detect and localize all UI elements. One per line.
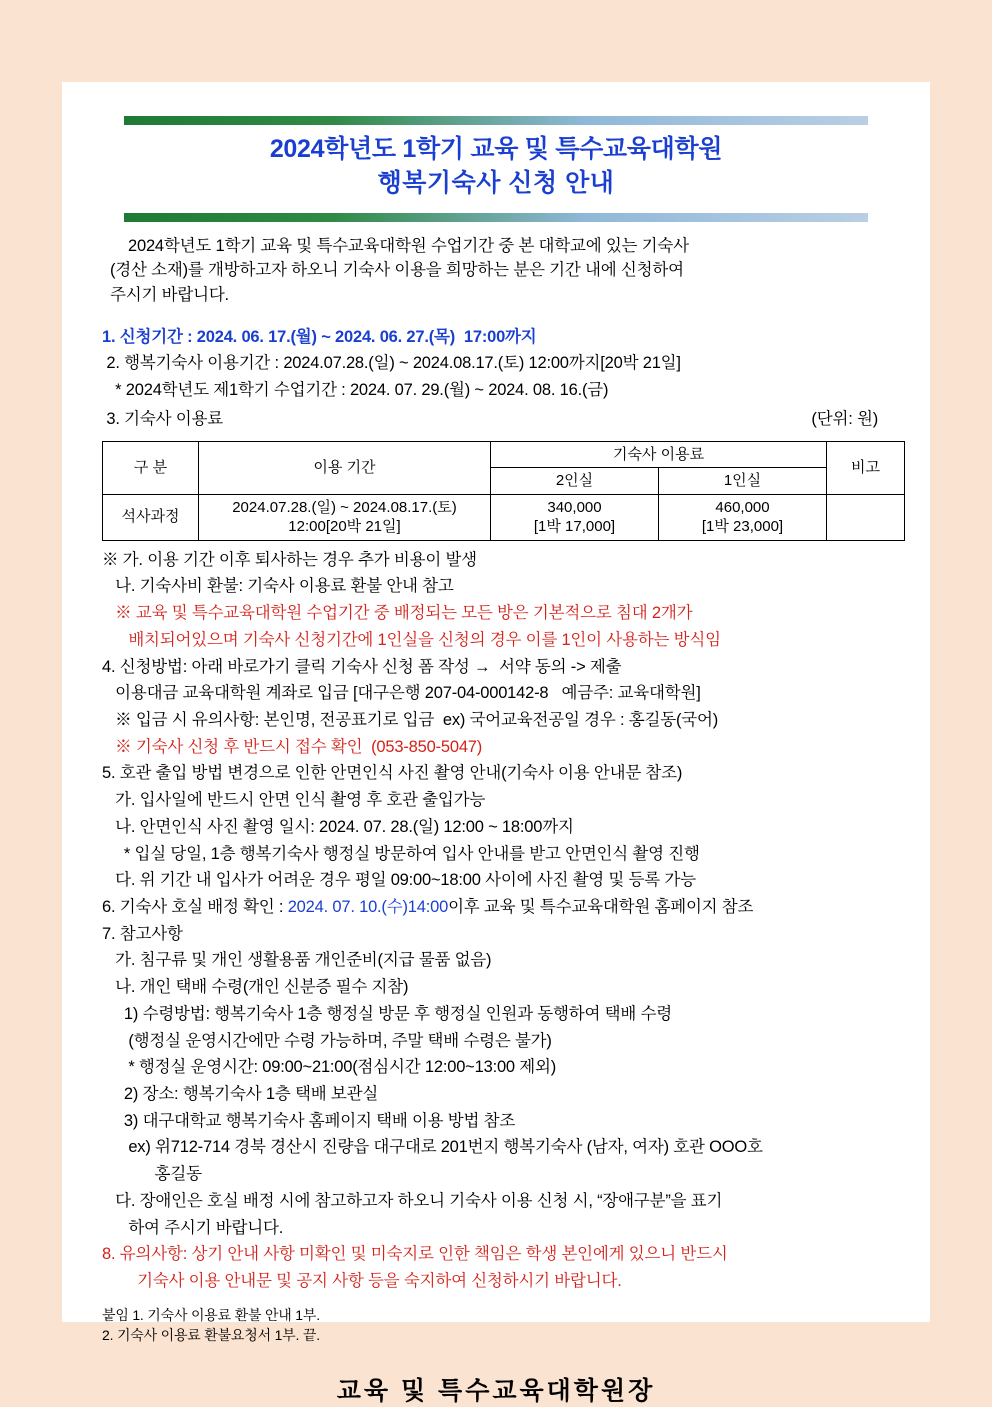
attachment-line-2: 2. 기숙사 이용료 환불요청서 1부. 끝. bbox=[102, 1327, 320, 1344]
cell-remark bbox=[827, 494, 905, 540]
cell-period-line2: 12:00[20박 21일] bbox=[288, 518, 401, 536]
header-remark: 비고 bbox=[827, 441, 905, 494]
note-line: 8. 유의사항: 상기 안내 사항 미확인 및 미숙지로 인한 책임은 학생 본인에게 있으니 반드시 bbox=[102, 1245, 728, 1264]
note-line: * 행정실 운영시간: 09:00~21:00(점심시간 12:00~13:00 제외) bbox=[102, 1058, 557, 1077]
note-line: 4. 신청방법: 아래 바로가기 클릭 기숙사 신청 폼 작성 → 서약 동의 -> 제출 bbox=[102, 657, 622, 676]
note-line bbox=[102, 894, 890, 921]
notes-list bbox=[102, 547, 890, 1295]
item-dorm-fee-heading bbox=[102, 406, 890, 433]
cell-division: 석사과정 bbox=[103, 494, 199, 540]
note-line: 하여 주시기 바랍니다. bbox=[102, 1218, 284, 1237]
item-class-period-note: * 2024학년도 제1학기 수업기간 : 2024. 07. 29.(월) ~ 2024. 08. 16.(금) bbox=[102, 381, 609, 400]
note-line: 2) 장소: 행복기숙사 1층 택배 보관실 bbox=[102, 1085, 379, 1103]
note-line: 가. 침구류 및 개인 생활용품 개인준비(지급 물품 없음) bbox=[102, 951, 492, 970]
cell-single-fee bbox=[659, 494, 827, 540]
note-line: 다. 위 기간 내 입사가 어려운 경우 평일 09:00~18:00 사이에 사진 촬영 및 등록 가능 bbox=[102, 871, 696, 890]
cell-period bbox=[199, 494, 491, 540]
unit-label: (단위: 원) bbox=[811, 409, 878, 428]
fee-table bbox=[102, 441, 905, 541]
document-title-line1: 2024학년도 1학기 교육 및 특수교육대학원 bbox=[269, 135, 723, 163]
note-line: 다. 장애인은 호실 배정 시에 참고하고자 하오니 기숙사 이용 신청 시, “장애구분”을 표기 bbox=[102, 1191, 723, 1210]
header-double-room: 2인실 bbox=[491, 468, 659, 495]
cell-single-fee-nightly: [1박 23,000] bbox=[701, 518, 784, 536]
cell-double-fee-amount: 340,000 bbox=[547, 498, 602, 516]
document-title-line2: 행복기숙사 신청 안내 bbox=[377, 168, 615, 197]
header-fee-group: 기숙사 이용료 bbox=[491, 441, 827, 468]
cell-double-fee bbox=[491, 494, 659, 540]
note-line: 나. 개인 택배 수령(개인 신분증 필수 지참) bbox=[102, 978, 409, 997]
document-page bbox=[62, 82, 930, 1406]
cell-double-fee-nightly: [1박 17,000] bbox=[533, 518, 616, 536]
note-suffix: 이후 교육 및 특수교육대학원 홈페이지 참조 bbox=[448, 897, 754, 916]
attachment-line-1: 붙임 1. 기숙사 이용료 환불 안내 1부. bbox=[102, 1306, 320, 1323]
note-line: 7. 참고사항 bbox=[102, 924, 183, 943]
note-line: (행정실 운영시간에만 수령 가능하며, 주말 택배 수령은 불가) bbox=[102, 1031, 552, 1050]
intro-paragraph bbox=[102, 234, 890, 308]
note-line: * 입실 당일, 1층 행복기숙사 행정실 방문하여 입사 안내를 받고 안면인식 촬영 진행 bbox=[102, 844, 700, 863]
note-line: ex) 위712-714 경북 경산시 진량읍 대구대로 201번지 행복기숙사 (남자, 여자) 호관 OOO호 bbox=[102, 1138, 763, 1157]
attachment-block bbox=[102, 1305, 890, 1346]
note-line: 나. 안면인식 사진 촬영 일시: 2024. 07. 28.(일) 12:00 ~ 18:00까지 bbox=[102, 817, 574, 836]
note-line: 이용대금 교육대학원 계좌로 입금 [대구은행 207-04-000142-8 예금주: 교육대학원] bbox=[102, 684, 701, 703]
header-division: 구 분 bbox=[103, 441, 199, 494]
bottom-decorative-bar bbox=[124, 213, 868, 222]
header-single-room: 1인실 bbox=[659, 468, 827, 495]
header-period: 이용 기간 bbox=[199, 441, 491, 494]
cell-single-fee-amount: 460,000 bbox=[715, 498, 770, 516]
table-header-row bbox=[103, 441, 905, 468]
note-line: 배치되어있으며 기숙사 신청기간에 1인실을 신청의 경우 이를 1인이 사용하는 방식임 bbox=[102, 630, 721, 649]
note-line: 가. 입사일에 반드시 안면 인식 촬영 후 호관 출입가능 bbox=[102, 791, 486, 810]
intro-line-1: 2024학년도 1학기 교육 및 특수교육대학원 수업기간 중 본 대학교에 있는 기숙사 bbox=[128, 236, 689, 255]
note-line: 3) 대구대학교 행복기숙사 홈페이지 택배 이용 방법 참조 bbox=[102, 1111, 516, 1130]
note-line: ※ 기숙사 신청 후 반드시 접수 확인 (053-850-5047) bbox=[102, 737, 483, 756]
signature-line: 교육 및 특수교육대학원장 bbox=[336, 1377, 656, 1406]
note-line: ※ 가. 이용 기간 이후 퇴사하는 경우 추가 비용이 발생 bbox=[102, 550, 477, 569]
note-line: 기숙사 이용 안내문 및 공지 사항 등을 숙지하여 신청하시기 바랍니다. bbox=[102, 1272, 622, 1291]
note-line: 나. 기숙사비 환불: 기숙사 이용료 환불 안내 참고 bbox=[102, 577, 454, 596]
table-row bbox=[103, 494, 905, 540]
note-highlight: 2024. 07. 10.(수)14:00 bbox=[287, 897, 449, 916]
intro-line-2: (경산 소재)를 개방하고자 하오니 기숙사 이용을 희망하는 분은 기간 내에 신청하여 bbox=[110, 261, 684, 280]
cell-period-line1: 2024.07.28.(일) ~ 2024.08.17.(토) bbox=[232, 498, 457, 516]
note-line: ※ 교육 및 특수교육대학원 수업기간 중 배정되는 모든 방은 기본적으로 침대 2개가 bbox=[102, 604, 693, 623]
intro-line-3: 주시기 바랍니다. bbox=[110, 286, 229, 304]
note-line: 5. 호관 출입 방법 변경으로 인한 안면인식 사진 촬영 안내(기숙사 이용 안내문 참조) bbox=[102, 764, 683, 783]
item-application-period: 1. 신청기간 : 2024. 06. 17.(월) ~ 2024. 06. 27.(목) 17:00까지 bbox=[102, 327, 537, 346]
title-block bbox=[102, 125, 890, 207]
note-prefix: 6. 기숙사 호실 배정 확인 : bbox=[102, 897, 288, 916]
note-line: 홍길동 bbox=[102, 1165, 202, 1184]
item-dorm-fee-label: 3. 기숙사 이용료 bbox=[102, 409, 223, 428]
note-line: 1) 수령방법: 행복기숙사 1층 행정실 방문 후 행정실 인원과 동행하여 택배 수령 bbox=[102, 1004, 672, 1023]
top-item-list bbox=[102, 324, 890, 433]
note-line: ※ 입금 시 유의사항: 본인명, 전공표기로 입금 ex) 국어교육전공일 경우 : 홍길동(국어) bbox=[102, 710, 719, 729]
top-decorative-bar bbox=[124, 116, 868, 125]
item-dorm-usage-period: 2. 행복기숙사 이용기간 : 2024.07.28.(일) ~ 2024.08.17.(토) 12:00까지[20박 21일] bbox=[102, 354, 681, 373]
